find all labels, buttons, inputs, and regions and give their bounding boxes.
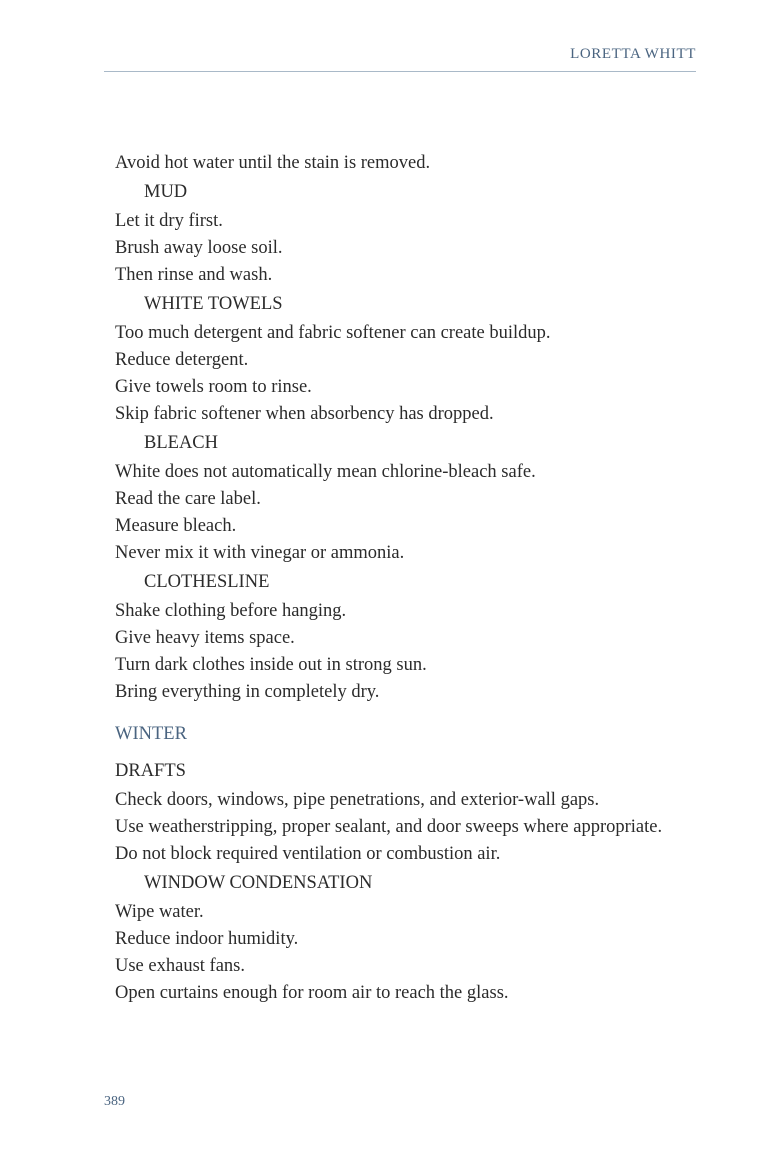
paragraph-line: Skip fabric softener when absorbency has dropped. xyxy=(115,404,494,424)
paragraph-line: Use exhaust fans. xyxy=(115,956,245,976)
paragraph-line: Give heavy items space. xyxy=(115,628,295,648)
page-body xyxy=(115,150,685,1007)
subheading-bleach: BLEACH xyxy=(144,433,218,453)
paragraph-line: Never mix it with vinegar or ammonia. xyxy=(115,543,405,563)
paragraph-line: Avoid hot water until the stain is removed. xyxy=(115,153,431,173)
subheading-mud: MUD xyxy=(144,182,188,202)
running-head: LORETTA WHITT xyxy=(570,46,696,62)
paragraph-line: Brush away loose soil. xyxy=(115,238,283,258)
subheading-drafts: DRAFTS xyxy=(115,761,186,781)
paragraph-line: Read the care label. xyxy=(115,489,261,509)
paragraph-line: Open curtains enough for room air to reach the glass. xyxy=(115,983,509,1003)
section-title-winter: WINTER xyxy=(115,724,187,744)
paragraph-line: Too much detergent and fabric softener can create buildup. xyxy=(115,323,551,343)
paragraph-line: White does not automatically mean chlorine-bleach safe. xyxy=(115,462,536,482)
subheading-white-towels: WHITE TOWELS xyxy=(144,294,283,314)
paragraph-line: Wipe water. xyxy=(115,902,204,922)
subheading-clothesline: CLOTHESLINE xyxy=(144,572,270,592)
paragraph-line: Check doors, windows, pipe penetrations, and exterior-wall gaps. xyxy=(115,790,600,810)
paragraph-line: Reduce indoor humidity. xyxy=(115,929,299,949)
paragraph-line: Turn dark clothes inside out in strong sun. xyxy=(115,655,427,675)
paragraph-line: Let it dry first. xyxy=(115,211,223,231)
subheading-window-condensation: WINDOW CONDENSATION xyxy=(144,873,373,893)
paragraph-line: Reduce detergent. xyxy=(115,350,249,370)
paragraph-line: Shake clothing before hanging. xyxy=(115,601,347,621)
paragraph-line: Use weatherstripping, proper sealant, and door sweeps where appropriate. xyxy=(115,817,663,837)
header-rule xyxy=(104,71,696,72)
paragraph-line: Do not block required ventilation or combustion air. xyxy=(115,844,501,864)
page-number: 389 xyxy=(104,1094,125,1109)
paragraph-line: Bring everything in completely dry. xyxy=(115,682,380,702)
paragraph-line: Then rinse and wash. xyxy=(115,265,273,285)
paragraph-line: Give towels room to rinse. xyxy=(115,377,312,397)
paragraph-line: Measure bleach. xyxy=(115,516,237,536)
